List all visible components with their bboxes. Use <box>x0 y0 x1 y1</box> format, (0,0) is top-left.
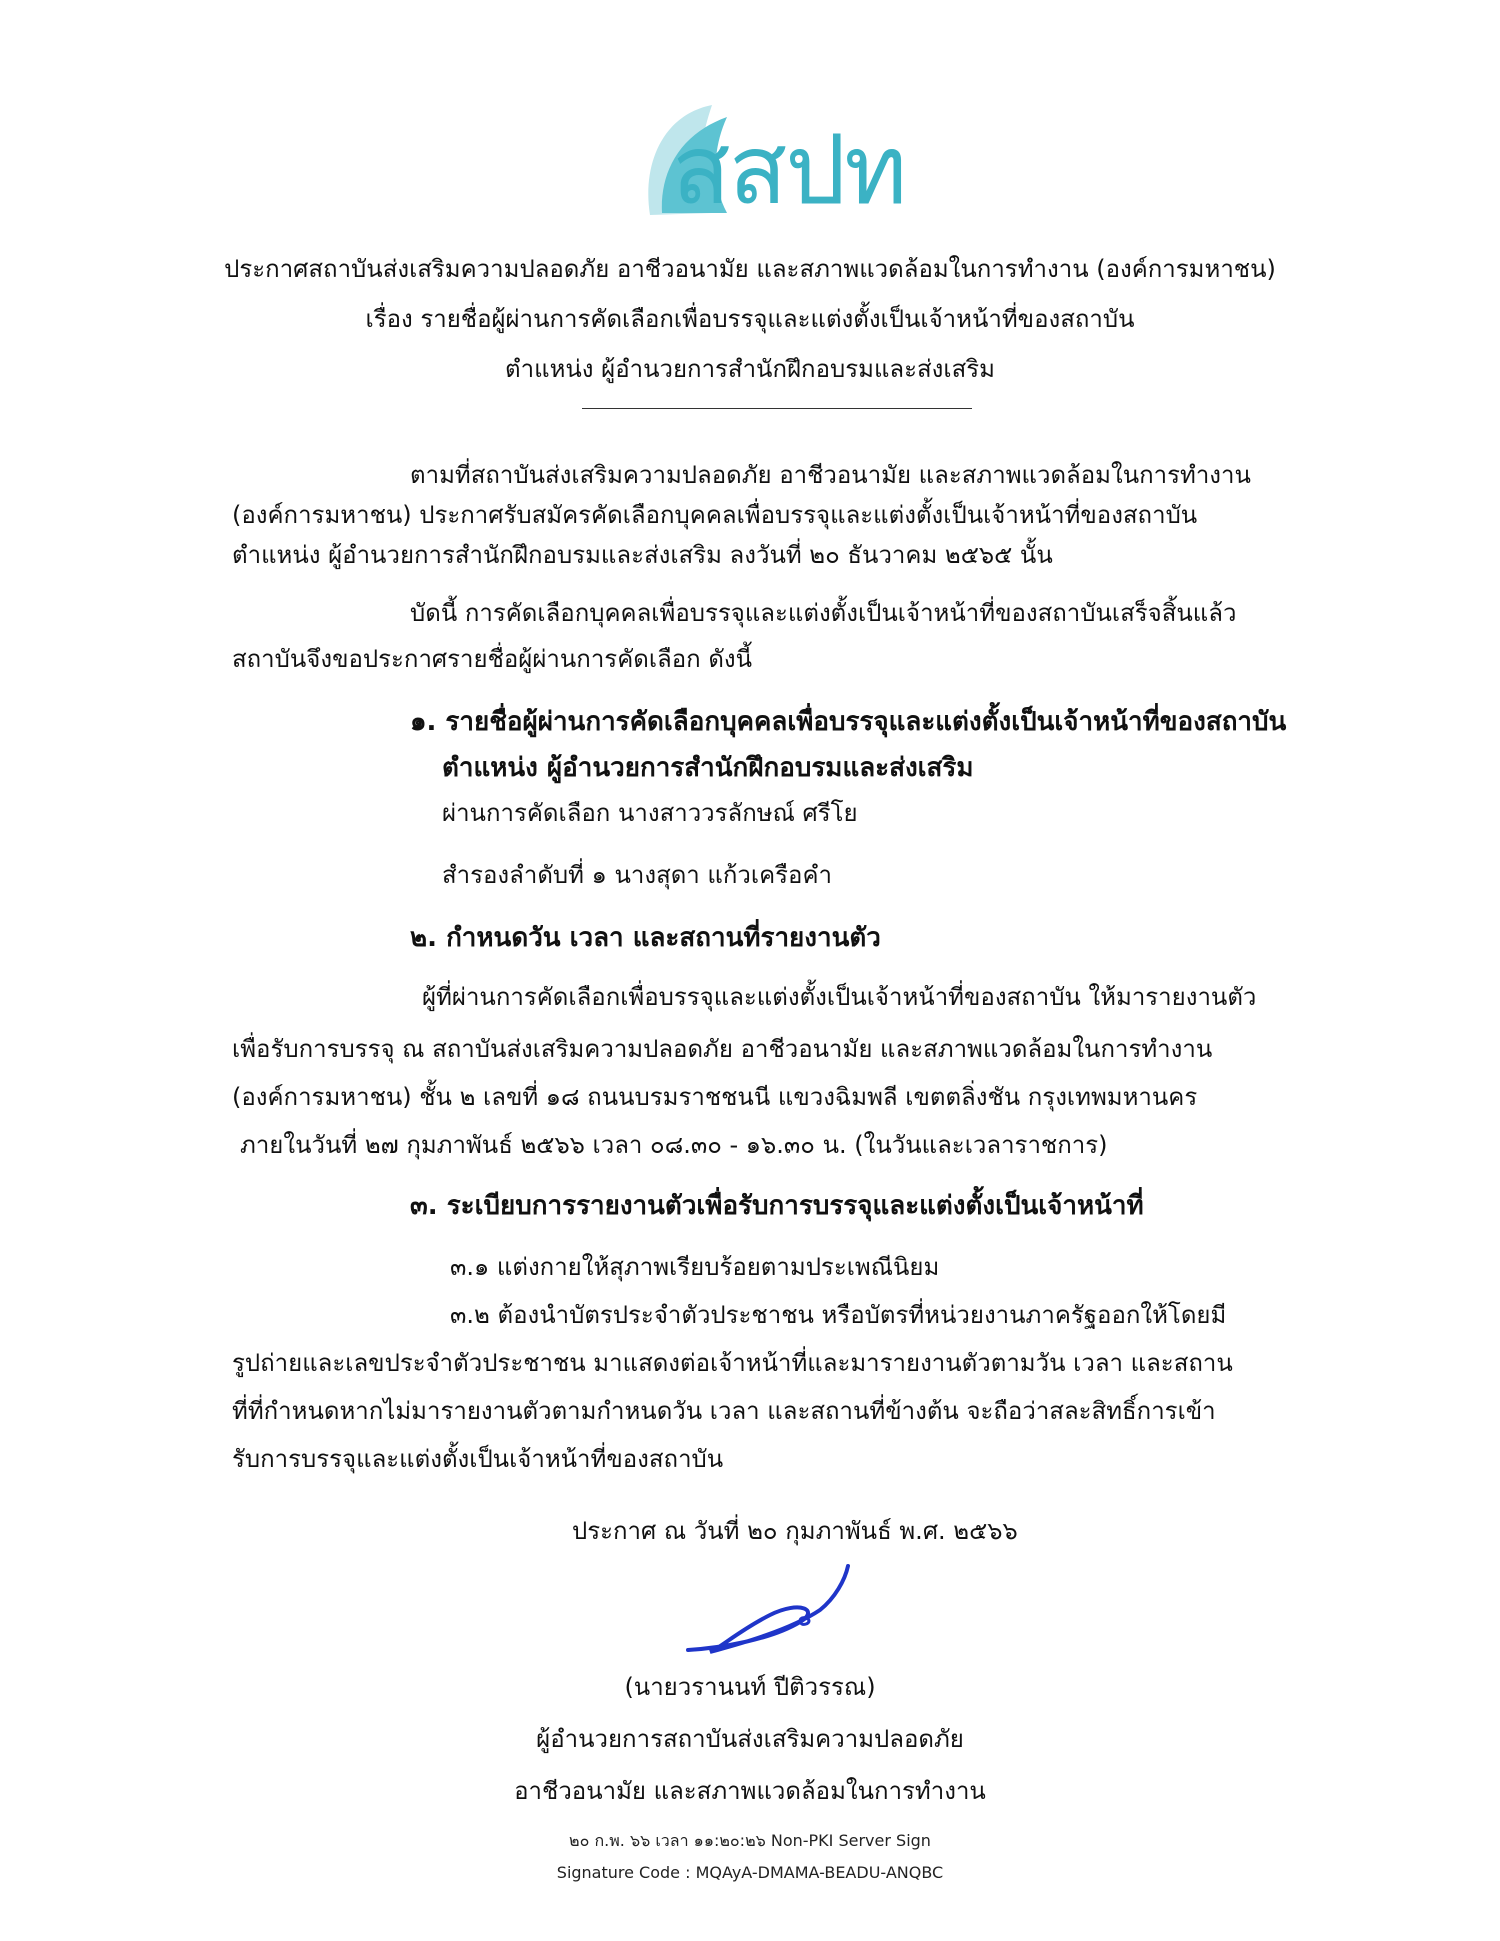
section2-line-3: (องค์การมหาชน) ชั้น ๒ เลขที่ ๑๘ ถนนบรมราชชนนี แขวงฉิมพลี เขตตลิ่งชัน กรุงเทพมหานคร <box>232 1083 1198 1111</box>
e-sign-stamp: ๒๐ ก.พ. ๖๖ เวลา ๑๑:๒๐:๒๖ Non-PKI Server Sign <box>569 1831 931 1850</box>
signer-name: (นายวรานนท์ ปีติวรรณ) <box>624 1673 876 1701</box>
intro-p2-line-2: สถาบันจึงขอประกาศรายชื่อผู้ผ่านการคัดเลือก ดังนี้ <box>232 645 753 673</box>
header-line-3: ตำแหน่ง ผู้อำนวยการสำนักฝึกอบรมและส่งเสริม <box>505 355 995 383</box>
handwritten-signature <box>680 1560 870 1660</box>
section3-item-2-line-2: รูปถ่ายและเลขประจำตัวประชาชน มาแสดงต่อเจ้าหน้าที่และมารายงานตัวตามวัน เวลา และสถาน <box>232 1349 1233 1377</box>
section2-heading: ๒. กำหนดวัน เวลา และสถานที่รายงานตัว <box>410 923 881 953</box>
signature-code: Signature Code : MQAyA-DMAMA-BEADU-ANQBC <box>556 1863 944 1882</box>
section2-line-1: ผู้ที่ผ่านการคัดเลือกเพื่อบรรจุและแต่งตั้งเป็นเจ้าหน้าที่ของสถาบัน ให้มารายงานตัว <box>422 983 1257 1011</box>
intro-p2-line-1: บัดนี้ การคัดเลือกบุคคลเพื่อบรรจุและแต่งตั้งเป็นเจ้าหน้าที่ของสถาบันเสร็จสิ้นแล้ว <box>410 599 1237 627</box>
header-line-1: ประกาศสถาบันส่งเสริมความปลอดภัย อาชีวอนามัย และสภาพแวดล้อมในการทำงาน (องค์การมหาชน) <box>224 255 1276 283</box>
intro-p1-line-2: (องค์การมหาชน) ประกาศรับสมัครคัดเลือกบุคคลเพื่อบรรจุและแต่งตั้งเป็นเจ้าหน้าที่ของสถาบัน <box>232 501 1198 529</box>
section3-item-1: ๓.๑ แต่งกายให้สุภาพเรียบร้อยตามประเพณีนิยม <box>450 1253 940 1281</box>
section1-passed: ผ่านการคัดเลือก นางสาววรลักษณ์ ศรีโย <box>442 799 858 827</box>
announcement-date: ประกาศ ณ วันที่ ๒๐ กุมภาพันธ์ พ.ศ. ๒๕๖๖ <box>572 1517 1018 1545</box>
header-divider <box>582 408 972 409</box>
section3-heading: ๓. ระเบียบการรายงานตัวเพื่อรับการบรรจุและแต่งตั้งเป็นเจ้าหน้าที่ <box>410 1191 1144 1221</box>
section3-item-2-line-4: รับการบรรจุและแต่งตั้งเป็นเจ้าหน้าที่ของสถาบัน <box>232 1445 724 1473</box>
intro-p1-line-3: ตำแหน่ง ผู้อำนวยการสำนักฝึกอบรมและส่งเสริม ลงวันที่ ๒๐ ธันวาคม ๒๕๖๕ นั้น <box>232 541 1053 569</box>
section1-reserve: สำรองลำดับที่ ๑ นางสุดา แก้วเครือคำ <box>442 861 832 889</box>
section3-item-2-line-1: ๓.๒ ต้องนำบัตรประจำตัวประชาชน หรือบัตรที่หน่วยงานภาครัฐออกให้โดยมี <box>450 1301 1227 1329</box>
section1-heading-1: ๑. รายชื่อผู้ผ่านการคัดเลือกบุคคลเพื่อบรรจุและแต่งตั้งเป็นเจ้าหน้าที่ของสถาบัน <box>410 707 1287 737</box>
institute-logo <box>632 95 932 225</box>
signer-title-2: อาชีวอนามัย และสภาพแวดล้อมในการทำงาน <box>514 1777 986 1805</box>
signature-icon <box>680 1560 870 1660</box>
section2-line-4: ภายในวันที่ ๒๗ กุมภาพันธ์ ๒๕๖๖ เวลา ๐๘.๓๐ - ๑๖.๓๐ น. (ในวันและเวลาราชการ) <box>240 1131 1108 1159</box>
header-line-2: เรื่อง รายชื่อผู้ผ่านการคัดเลือกเพื่อบรรจุและแต่งตั้งเป็นเจ้าหน้าที่ของสถาบัน <box>365 305 1135 333</box>
section2-line-2: เพื่อรับการบรรจุ ณ สถาบันส่งเสริมความปลอดภัย อาชีวอนามัย และสภาพแวดล้อมในการทำงาน <box>232 1035 1213 1063</box>
intro-p1-line-1: ตามที่สถาบันส่งเสริมความปลอดภัย อาชีวอนามัย และสภาพแวดล้อมในการทำงาน <box>410 461 1251 489</box>
signer-title-1: ผู้อำนวยการสถาบันส่งเสริมความปลอดภัย <box>536 1725 964 1753</box>
logo-text: สสปท <box>672 114 906 226</box>
section1-heading-2: ตำแหน่ง ผู้อำนวยการสำนักฝึกอบรมและส่งเสริม <box>442 753 974 783</box>
section3-item-2-line-3: ที่ที่กำหนดหากไม่มารายงานตัวตามกำหนดวัน เวลา และสถานที่ข้างต้น จะถือว่าสละสิทธิ์การเข้า <box>232 1397 1216 1425</box>
